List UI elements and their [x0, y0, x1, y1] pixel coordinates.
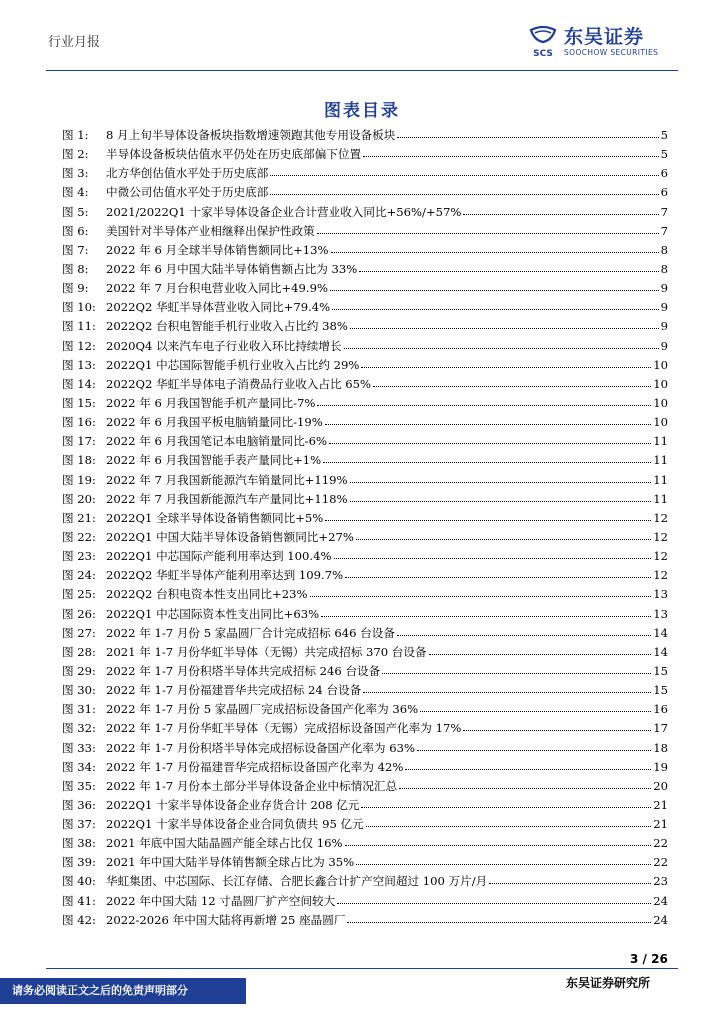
toc-leader-dots	[373, 374, 651, 387]
toc-entry-title: 2022 年 6 月中国大陆半导体销售额占比为 33%	[106, 261, 358, 276]
toc-entry-label: 图 13:	[62, 357, 96, 372]
report-category: 行业月报	[48, 35, 101, 50]
toc-leader-dots	[337, 891, 651, 904]
toc-leader-dots	[330, 278, 659, 291]
brand-logo	[528, 22, 678, 62]
toc-entry-label: 图 9:	[62, 281, 89, 296]
toc-leader-dots	[325, 412, 651, 425]
toc-entry-page: 14	[653, 644, 668, 659]
research-institute-name: 东吴证券研究所	[566, 976, 651, 990]
toc-entry[interactable]	[62, 356, 668, 375]
toc-entry-title: 2020Q4 以来汽车电子行业收入环比持续增长	[106, 338, 342, 353]
toc-leader-dots	[345, 833, 652, 846]
toc-entry-title: 2022-2026 年中国大陆将再新增 25 座晶圆厂	[106, 912, 346, 927]
toc-entry-label: 图 41:	[62, 893, 96, 908]
toc-entry[interactable]	[62, 872, 668, 891]
toc-leader-dots	[429, 642, 652, 655]
toc-leader-dots	[344, 336, 659, 349]
toc-entry-page: 12	[653, 568, 668, 583]
toc-entry-title: 2022 年 6 月我国平板电脑销量同比-19%	[106, 415, 323, 430]
toc-entry-label: 图 7:	[62, 242, 89, 257]
toc-entry-title: 2021/2022Q1 十家半导体设备企业合计营业收入同比+56%/+57%	[106, 204, 462, 219]
toc-entry[interactable]	[62, 853, 668, 872]
toc-entry-page: 19	[653, 759, 668, 774]
toc-entry-page: 7	[660, 204, 668, 219]
toc-entry-page: 9	[660, 281, 668, 296]
toc-entry-page: 9	[660, 338, 668, 353]
toc-leader-dots	[345, 565, 651, 578]
toc-entry-label: 图 38:	[62, 836, 96, 851]
toc-entry-title: 2022 年 6 月全球半导体销售额同比+13%	[106, 242, 329, 257]
toc-entry[interactable]	[62, 719, 668, 738]
toc-entry-page: 18	[653, 740, 668, 755]
toc-entry-page: 7	[660, 223, 668, 238]
toc-entry-page: 9	[660, 319, 668, 334]
toc-entry-page: 5	[660, 147, 668, 162]
toc-entry-page: 10	[653, 357, 668, 372]
toc-entry-label: 图 27:	[62, 625, 96, 640]
toc-entry-label: 图 37:	[62, 817, 96, 832]
toc-entry-label: 图 2:	[62, 147, 89, 162]
toc-entry[interactable]	[62, 758, 668, 777]
toc-entry-label: 图 1:	[62, 128, 89, 142]
toc-entry-page: 8	[660, 261, 668, 276]
toc-entry-page: 13	[653, 587, 668, 602]
toc-entry[interactable]	[62, 222, 668, 241]
toc-entry-label: 图 10:	[62, 300, 96, 315]
toc-entry-title: 2022Q2 华虹半导体营业收入同比+79.4%	[106, 300, 331, 315]
toc-leader-dots	[350, 489, 652, 502]
toc-leader-dots	[363, 144, 659, 157]
toc-entry[interactable]	[62, 279, 668, 298]
toc-entry-title: 2022Q1 中芯国际资本性支出同比+63%	[106, 606, 320, 621]
toc-entry[interactable]	[62, 375, 668, 394]
toc-entry-title: 2022 年 1-7 月份华虹半导体（无锡）完成招标设备国产化率为 17%	[106, 721, 462, 736]
toc-leader-dots	[332, 297, 658, 310]
page-number: 3 / 26	[630, 952, 668, 966]
toc-entry-label: 图 36:	[62, 797, 96, 812]
toc-leader-dots	[361, 355, 651, 368]
toc-leader-dots	[356, 852, 651, 865]
toc-leader-dots	[323, 450, 651, 463]
toc-entry-title: 2022 年 6 月我国智能手表产量同比+1%	[106, 453, 322, 468]
toc-entry[interactable]	[62, 547, 668, 566]
toc-entry-title: 中微公司估值水平处于历史底部	[106, 185, 269, 200]
toc-entry-label: 图 18:	[62, 453, 96, 468]
toc-leader-dots	[347, 910, 651, 923]
toc-entry-label: 图 40:	[62, 874, 96, 889]
toc-entry[interactable]	[62, 337, 668, 356]
toc-leader-dots	[366, 814, 652, 827]
toc-entry-label: 图 23:	[62, 549, 96, 564]
toc-entry-page: 14	[653, 625, 668, 640]
toc-entry-title: 2022Q1 中国大陆半导体设备销售额同比+27%	[106, 529, 354, 544]
toc-entry[interactable]	[62, 432, 668, 451]
logo-mark-text: SCS	[533, 49, 553, 59]
toc-entry[interactable]	[62, 260, 668, 279]
toc-entry[interactable]	[62, 394, 668, 413]
toc-leader-dots	[270, 182, 658, 195]
toc-entry-title: 2022 年 7 月我国新能源汽车产量同比+118%	[106, 491, 348, 506]
toc-entry[interactable]	[62, 796, 668, 815]
toc-entry[interactable]	[62, 643, 668, 662]
toc-leader-dots	[329, 431, 651, 444]
logo-english-name: SOOCHOW SECURITIES	[564, 48, 659, 57]
toc-entry-label: 图 30:	[62, 683, 96, 698]
toc-entry-label: 图 3:	[62, 166, 89, 181]
toc-entry[interactable]	[62, 911, 668, 930]
toc-leader-dots	[270, 163, 658, 176]
toc-leader-dots	[356, 527, 651, 540]
toc-entry[interactable]	[62, 528, 668, 547]
toc-leader-dots	[463, 718, 651, 731]
toc-leader-dots	[417, 738, 651, 751]
toc-leader-dots	[361, 795, 651, 808]
toc-entry-label: 图 20:	[62, 491, 96, 506]
toc-entry[interactable]	[62, 490, 668, 509]
toc-leader-dots	[397, 125, 658, 138]
toc-entry-page: 11	[653, 453, 668, 468]
toc-entry-label: 图 24:	[62, 568, 96, 583]
toc-entry-page: 9	[660, 300, 668, 315]
toc-entry-title: 2022Q1 中芯国际产能利用率达到 100.4%	[106, 549, 332, 564]
toc-entry[interactable]	[62, 605, 668, 624]
toc-entry-label: 图 29:	[62, 663, 96, 678]
toc-entry-label: 图 16:	[62, 415, 96, 430]
toc-entry-label: 图 4:	[62, 185, 89, 200]
toc-leader-dots	[463, 202, 658, 215]
toc-entry-title: 2022 年 1-7 月份 5 家晶圆厂合计完成招标 646 台设备	[106, 625, 395, 640]
toc-entry-title: 2022Q1 全球半导体设备销售额同比+5%	[106, 510, 324, 525]
toc-entry[interactable]	[62, 700, 668, 719]
toc-entry-title: 北方华创估值水平处于历史底部	[106, 166, 269, 181]
toc-entry-title: 2022Q2 华虹半导体电子消费品行业收入占比 65%	[106, 376, 372, 391]
toc-entry-title: 2022Q2 华虹半导体产能利用率达到 109.7%	[106, 568, 344, 583]
toc-entry-label: 图 25:	[62, 587, 96, 602]
toc-entry-page: 24	[653, 893, 668, 908]
toc-entry-title: 2021 年中国大陆半导体销售额全球占比为 35%	[106, 855, 355, 870]
toc-entry[interactable]	[62, 413, 668, 432]
toc-entry-page: 12	[653, 549, 668, 564]
toc-entry[interactable]	[62, 298, 668, 317]
toc-entry-page: 21	[653, 817, 668, 832]
toc-entry-title: 2022Q2 台积电智能手机行业收入占比约 38%	[106, 319, 348, 334]
toc-entry[interactable]	[62, 509, 668, 528]
toc-leader-dots	[331, 240, 659, 253]
toc-entry-label: 图 32:	[62, 721, 96, 736]
toc-entry-title: 2022Q1 十家半导体设备企业存货合计 208 亿元	[106, 797, 360, 812]
toc-entry-page: 17	[653, 721, 668, 736]
toc-entry-title: 半导体设备板块估值水平仍处在历史底部偏下位置	[106, 147, 362, 162]
toc-entry[interactable]	[62, 183, 668, 202]
toc-entry-page: 13	[653, 606, 668, 621]
page-title: 图表目录	[324, 101, 400, 121]
toc-entry-title: 美国针对半导体产业相继释出保护性政策	[106, 223, 315, 238]
toc-entry-page: 22	[653, 855, 668, 870]
toc-entry-page: 10	[653, 415, 668, 430]
toc-entry-page: 20	[653, 778, 668, 793]
toc-entry-label: 图 8:	[62, 261, 89, 276]
toc-entry-page: 8	[660, 242, 668, 257]
toc-entry[interactable]	[62, 681, 668, 700]
toc-entry-label: 图 12:	[62, 338, 96, 353]
toc-entry-page: 24	[653, 912, 668, 927]
toc-entry-label: 图 14:	[62, 376, 96, 391]
toc-entry[interactable]	[62, 471, 668, 490]
toc-entry-page: 6	[660, 185, 668, 200]
toc-entry-title: 2022 年 1-7 月份 5 家晶圆厂完成招标设备国产化率为 36%	[106, 702, 419, 717]
toc-entry-page: 22	[653, 836, 668, 851]
toc-entry-label: 图 19:	[62, 472, 96, 487]
toc-entry-label: 图 31:	[62, 702, 96, 717]
toc-entry-label: 图 17:	[62, 434, 96, 449]
toc-entry-label: 图 5:	[62, 204, 89, 219]
toc-entry-page: 12	[653, 510, 668, 525]
toc-leader-dots	[321, 604, 651, 617]
toc-entry-title: 2022 年 7 月我国新能源汽车销量同比+119%	[106, 472, 348, 487]
header-divider	[46, 70, 678, 71]
toc-entry-title: 2022Q2 台积电资本性支出同比+23%	[106, 587, 308, 602]
toc-entry-page: 23	[653, 874, 668, 889]
toc-entry[interactable]	[62, 164, 668, 183]
toc-entry-page: 5	[660, 128, 668, 142]
toc-entry-title: 2022 年 7 月台积电营业收入同比+49.9%	[106, 281, 329, 296]
toc-entry-title: 2022 年 1-7 月份福建晋华完成招标设备国产化率为 42%	[106, 759, 404, 774]
toc-entry[interactable]	[62, 145, 668, 164]
toc-entry[interactable]	[62, 317, 668, 336]
toc-leader-dots	[359, 259, 658, 272]
toc-entry-label: 图 28:	[62, 644, 96, 659]
logo-chinese-name: 东吴证券	[564, 26, 645, 48]
toc-leader-dots	[317, 221, 659, 234]
toc-entry-page: 11	[653, 434, 668, 449]
toc-entry[interactable]	[62, 566, 668, 585]
toc-entry-title: 2022 年 1-7 月份本土部分半导体设备企业中标情况汇总	[106, 778, 398, 793]
toc-entry-page: 11	[653, 491, 668, 506]
toc-entry[interactable]	[62, 241, 668, 260]
toc-entry-page: 10	[653, 376, 668, 391]
toc-leader-dots	[399, 776, 651, 789]
toc-entry[interactable]	[62, 739, 668, 758]
toc-leader-dots	[382, 661, 651, 674]
toc-entry-page: 10	[653, 395, 668, 410]
toc-entry-page: 12	[653, 529, 668, 544]
table-of-figures	[62, 126, 668, 930]
toc-leader-dots	[317, 393, 651, 406]
disclaimer-banner: 请务必阅读正文之后的免责声明部分	[0, 978, 246, 1004]
toc-entry-title: 2022 年 1-7 月份积塔半导体共完成招标 246 台设备	[106, 663, 381, 678]
toc-entry[interactable]	[62, 126, 668, 145]
toc-entry[interactable]	[62, 834, 668, 853]
toc-entry-title: 2022 年 6 月我国笔记本电脑销量同比-6%	[106, 434, 327, 449]
toc-entry-title: 2022 年 1-7 月份积塔半导体完成招标设备国产化率为 63%	[106, 740, 415, 755]
toc-entry-title: 2021 年底中国大陆晶圆产能全球占比仅 16%	[106, 836, 343, 851]
toc-leader-dots	[405, 757, 651, 770]
toc-entry-page: 6	[660, 166, 668, 181]
toc-leader-dots	[350, 316, 659, 329]
toc-entry[interactable]	[62, 585, 668, 604]
toc-entry[interactable]	[62, 662, 668, 681]
logo-mark-icon	[528, 26, 558, 60]
toc-leader-dots	[325, 508, 651, 521]
toc-entry-title: 2022 年 6 月我国智能手机产量同比-7%	[106, 395, 316, 410]
toc-entry[interactable]	[62, 777, 668, 796]
toc-entry-label: 图 21:	[62, 510, 96, 525]
toc-entry-label: 图 15:	[62, 395, 96, 410]
toc-entry-title: 2021 年 1-7 月份华虹半导体（无锡）共完成招标 370 台设备	[106, 644, 427, 659]
toc-entry-page: 15	[653, 683, 668, 698]
toc-entry-title: 8 月上旬半导体设备板块指数增速领跑其他专用设备板块	[106, 128, 396, 142]
toc-entry[interactable]	[62, 892, 668, 911]
toc-leader-dots	[420, 699, 651, 712]
toc-entry-label: 图 33:	[62, 740, 96, 755]
footer-divider	[46, 968, 678, 969]
toc-entry[interactable]	[62, 624, 668, 643]
toc-leader-dots	[489, 871, 651, 884]
toc-entry-label: 图 6:	[62, 223, 89, 238]
toc-entry-title: 2022Q1 中芯国际智能手机行业收入占比约 29%	[106, 357, 360, 372]
toc-leader-dots	[363, 680, 651, 693]
toc-leader-dots	[310, 584, 652, 597]
toc-entry-title: 华虹集团、中芯国际、长江存储、合肥长鑫合计扩产空间超过 100 万片/月	[106, 874, 488, 889]
toc-leader-dots	[334, 546, 652, 559]
toc-entry-title: 2022 年 1-7 月份福建晋华共完成招标 24 台设备	[106, 683, 362, 698]
toc-entry-title: 2022Q1 十家半导体设备企业合同负债共 95 亿元	[106, 817, 364, 832]
toc-entry-page: 16	[653, 702, 668, 717]
toc-leader-dots	[350, 470, 652, 483]
toc-entry-page: 11	[653, 472, 668, 487]
toc-entry[interactable]	[62, 203, 668, 222]
toc-entry-label: 图 26:	[62, 606, 96, 621]
toc-entry-page: 15	[653, 663, 668, 678]
toc-leader-dots	[397, 623, 651, 636]
toc-entry-label: 图 34:	[62, 759, 96, 774]
toc-entry-page: 21	[653, 797, 668, 812]
toc-entry-label: 图 35:	[62, 778, 96, 793]
toc-entry-label: 图 39:	[62, 855, 96, 870]
toc-entry[interactable]	[62, 815, 668, 834]
toc-entry[interactable]	[62, 451, 668, 470]
toc-entry-label: 图 22:	[62, 529, 96, 544]
toc-entry-label: 图 42:	[62, 912, 96, 927]
toc-entry-label: 图 11:	[62, 319, 96, 334]
toc-entry-title: 2022 年中国大陆 12 寸晶圆厂扩产空间较大	[106, 893, 336, 908]
